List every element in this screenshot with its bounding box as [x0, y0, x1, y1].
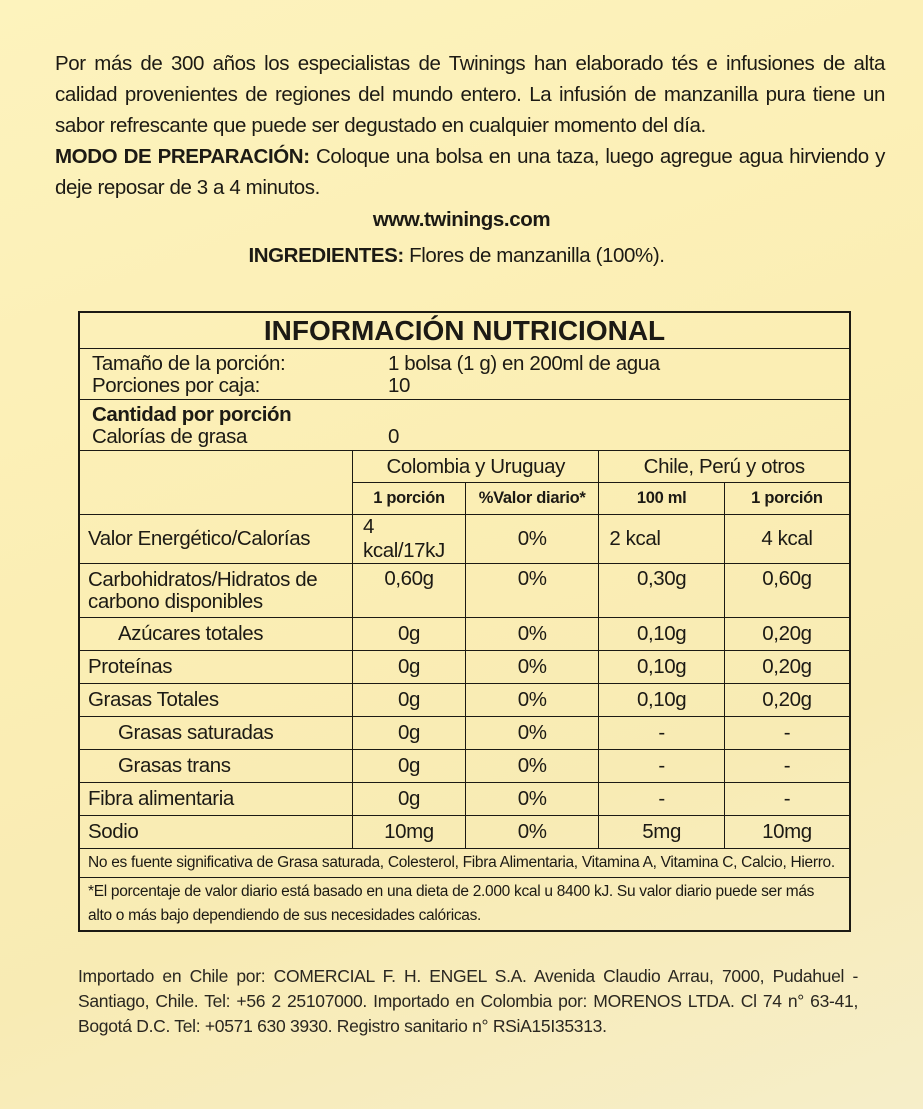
cell-value: 0,30g: [599, 564, 725, 618]
cell-value: -: [724, 750, 850, 783]
cell-value: -: [599, 783, 725, 816]
cell-value: -: [724, 717, 850, 750]
table-row: [79, 816, 850, 849]
importer-info: [78, 964, 858, 1039]
nutrient-label: Proteínas: [79, 651, 353, 684]
amount-info: [79, 400, 850, 451]
fat-calories-value: 0: [388, 425, 400, 448]
cell-value: 0%: [465, 515, 598, 564]
nutrient-label: Azúcares totales: [79, 618, 353, 651]
group-colombia-uruguay: Colombia y Uruguay: [353, 451, 599, 483]
intro-text: [55, 48, 885, 203]
table-row: [79, 564, 850, 618]
ingredients-text: Flores de manzanilla (100%).: [403, 244, 665, 267]
daily-value-footnote: *El porcentaje de valor diario está basado en una dieta de 2.000 kcal u 8400 kJ. Su valor diario puede ser más alto o más bajo dependiendo de sus necesidades calóricas.: [79, 878, 850, 932]
cell-value: 0,60g: [353, 564, 466, 618]
cell-value: 4 kcal/17kJ: [353, 515, 466, 564]
sub-header: 1 porción: [724, 483, 850, 515]
cell-value: 0g: [353, 750, 466, 783]
nutrition-table: [78, 311, 851, 932]
table-row: [79, 618, 850, 651]
cell-value: -: [599, 750, 725, 783]
cell-value: 0g: [353, 684, 466, 717]
servings-value: 10: [388, 374, 411, 397]
cell-value: 0%: [465, 783, 598, 816]
table-row: [79, 717, 850, 750]
table-row: [79, 783, 850, 816]
preparation-label: MODO DE PREPARACIÓN:: [55, 145, 310, 168]
group-chile-peru: Chile, Perú y otros: [599, 451, 850, 483]
cell-value: 0%: [465, 684, 598, 717]
header-blank: [79, 451, 353, 515]
cell-value: 0%: [465, 750, 598, 783]
cell-value: -: [599, 717, 725, 750]
nutrient-label: Sodio: [79, 816, 353, 849]
amount-per-serving: Cantidad por porción: [92, 403, 292, 426]
importer-text: Importado en Chile por: COMERCIAL F. H. ENGEL S.A. Avenida Claudio Arrau, 7000, Pudahuel - Santiago, Chile. Tel: +56 2 25107000. Importado en Colombia por: MORENOS LTDA. Cl 74 n° 63-41, Bogotá D.C. Tel: +0571 630 3930. Registro sanitario n° RSiA15I35313.: [78, 966, 858, 1036]
preparation-paragraph: [55, 141, 885, 203]
nutrition-title: INFORMACIÓN NUTRICIONAL: [79, 312, 850, 349]
cell-value: 0,10g: [599, 684, 725, 717]
no-significant-source-note: No es fuente significativa de Grasa saturada, Colesterol, Fibra Alimentaria, Vitamina A, Vitamina C, Calcio, Hierro.: [79, 849, 850, 878]
cell-value: 0g: [353, 717, 466, 750]
cell-value: 0,20g: [724, 618, 850, 651]
nutrient-label: Valor Energético/Calorías: [79, 515, 353, 564]
preparation-text: Coloque una bolsa en una taza, luego agregue agua hirviendo y deje reposar de 3 a 4 minutos.: [55, 145, 885, 199]
nutrient-label: Grasas Totales: [79, 684, 353, 717]
cell-value: 0%: [465, 618, 598, 651]
table-row: [79, 684, 850, 717]
cell-value: 0,60g: [724, 564, 850, 618]
website-url: www.twinings.com: [372, 208, 551, 231]
sub-header: 1 porción: [353, 483, 466, 515]
table-row: [79, 651, 850, 684]
serving-size-value: 1 bolsa (1 g) en 200ml de agua: [388, 352, 660, 375]
ingredients-line: [0, 244, 918, 268]
cell-value: 0g: [353, 783, 466, 816]
nutrient-label: Grasas saturadas: [79, 717, 353, 750]
cell-value: 5mg: [599, 816, 725, 849]
nutrient-label: Fibra alimentaria: [79, 783, 353, 816]
table-row: [79, 750, 850, 783]
serving-size-label: Tamaño de la porción:: [92, 352, 286, 375]
sub-header: 100 ml: [599, 483, 725, 515]
sub-header: %Valor diario*: [465, 483, 598, 515]
table-row: [79, 515, 850, 564]
nutrient-label: Carbohidratos/Hidratos de carbono disponibles: [79, 564, 353, 618]
cell-value: 0%: [465, 717, 598, 750]
cell-value: 0%: [465, 564, 598, 618]
cell-value: 0,10g: [599, 618, 725, 651]
cell-value: 4 kcal: [724, 515, 850, 564]
fat-calories-label: Calorías de grasa: [92, 425, 248, 448]
serving-info: [79, 349, 850, 400]
cell-value: 0g: [353, 651, 466, 684]
cell-value: 10mg: [724, 816, 850, 849]
servings-label: Porciones por caja:: [92, 374, 260, 397]
cell-value: 0,20g: [724, 651, 850, 684]
cell-value: 0g: [353, 618, 466, 651]
cell-value: -: [724, 783, 850, 816]
cell-value: 0,10g: [599, 651, 725, 684]
cell-value: 0,20g: [724, 684, 850, 717]
intro-paragraph: Por más de 300 años los especialistas de Twinings han elaborado tés e infusiones de alta calidad provenientes de regiones del mundo entero. La infusión de manzanilla pura tiene un sabor refrescante que puede ser degustado en cualquier momento del día.: [55, 52, 885, 137]
nutrient-label: Grasas trans: [79, 750, 353, 783]
cell-value: 2 kcal: [599, 515, 725, 564]
cell-value: 10mg: [353, 816, 466, 849]
cell-value: 0%: [465, 651, 598, 684]
cell-value: 0%: [465, 816, 598, 849]
ingredients-label: INGREDIENTES:: [248, 244, 404, 267]
